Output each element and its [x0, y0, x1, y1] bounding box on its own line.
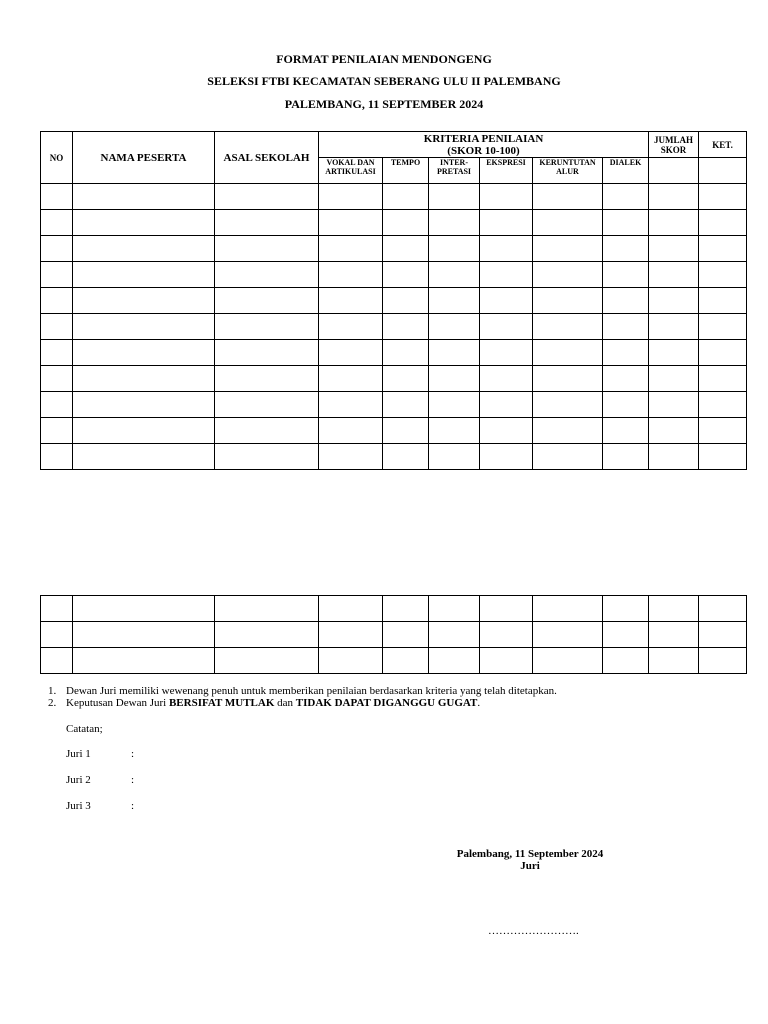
- table-cell[interactable]: [533, 418, 603, 444]
- note-item-1: [48, 685, 557, 697]
- table-cell[interactable]: [603, 288, 649, 314]
- table-cell[interactable]: [429, 596, 480, 622]
- table-cell[interactable]: [649, 288, 699, 314]
- table-cell[interactable]: [480, 314, 533, 340]
- table-row: [41, 210, 747, 236]
- table-cell[interactable]: [383, 262, 429, 288]
- table-cell[interactable]: [533, 444, 603, 470]
- table-cell[interactable]: [603, 648, 649, 674]
- table-cell[interactable]: [480, 184, 533, 210]
- table-cell[interactable]: [699, 236, 747, 262]
- table-row: [41, 366, 747, 392]
- table-cell[interactable]: [699, 444, 747, 470]
- table-row: [41, 622, 747, 648]
- table-cell[interactable]: [480, 262, 533, 288]
- table-cell[interactable]: [649, 366, 699, 392]
- table-cell[interactable]: [480, 210, 533, 236]
- header-kriteria: [319, 132, 649, 158]
- header-criteria-keruntutan: KERUNTUTAN ALUR: [533, 158, 603, 184]
- table-cell[interactable]: [429, 648, 480, 674]
- table-cell[interactable]: [699, 340, 747, 366]
- table-cell[interactable]: [649, 392, 699, 418]
- table-cell[interactable]: [699, 210, 747, 236]
- note-2-end: .: [477, 697, 481, 709]
- table-cell[interactable]: [533, 622, 603, 648]
- table-cell[interactable]: [383, 596, 429, 622]
- table-cell[interactable]: [533, 314, 603, 340]
- table-cell[interactable]: [429, 418, 480, 444]
- table-cell[interactable]: [480, 444, 533, 470]
- table-cell[interactable]: [649, 444, 699, 470]
- table-cell[interactable]: [319, 622, 383, 648]
- table-cell[interactable]: [649, 622, 699, 648]
- table-cell[interactable]: [73, 596, 215, 622]
- table-cell[interactable]: [319, 444, 383, 470]
- table-cell[interactable]: [383, 210, 429, 236]
- table-cell[interactable]: [480, 596, 533, 622]
- table-cell[interactable]: [215, 262, 319, 288]
- table-cell[interactable]: [73, 392, 215, 418]
- table-cell[interactable]: [603, 366, 649, 392]
- table-cell[interactable]: [383, 184, 429, 210]
- table-cell[interactable]: [699, 184, 747, 210]
- table-cell[interactable]: [41, 314, 73, 340]
- table-cell[interactable]: [480, 366, 533, 392]
- signature-block: [430, 848, 630, 872]
- table-cell[interactable]: [319, 418, 383, 444]
- table-cell[interactable]: [533, 340, 603, 366]
- header-criteria-ekspresi: EKSPRESI: [480, 158, 533, 184]
- table-cell[interactable]: [429, 262, 480, 288]
- table-cell[interactable]: [699, 622, 747, 648]
- title-line-2: SELEKSI FTBI KECAMATAN SEBERANG ULU II PALEMBANG: [207, 74, 561, 88]
- table-cell[interactable]: [533, 392, 603, 418]
- table-cell[interactable]: [429, 184, 480, 210]
- table-cell[interactable]: [215, 392, 319, 418]
- table-cell[interactable]: [533, 648, 603, 674]
- table-cell[interactable]: [429, 622, 480, 648]
- table-cell[interactable]: [383, 366, 429, 392]
- table-cell[interactable]: [73, 444, 215, 470]
- header-ket: KET.: [699, 132, 747, 158]
- note-text-2: [66, 697, 480, 709]
- table-cell[interactable]: [649, 648, 699, 674]
- table-cell[interactable]: [215, 314, 319, 340]
- table-cell[interactable]: [649, 210, 699, 236]
- note-2-bold-2: TIDAK DAPAT DIGANGGU GUGAT: [295, 697, 478, 709]
- table-cell[interactable]: [429, 314, 480, 340]
- juri-line-2: [66, 774, 135, 786]
- table-cell[interactable]: [41, 648, 73, 674]
- header-criteria-vokal: VOKAL DAN ARTIKULASI: [319, 158, 383, 184]
- note-number-1: 1.: [48, 685, 57, 697]
- table-cell[interactable]: [319, 392, 383, 418]
- header-asal-sekolah: ASAL SEKOLAH: [215, 132, 319, 184]
- table-cell[interactable]: [699, 288, 747, 314]
- table-cell[interactable]: [429, 288, 480, 314]
- table-row: [41, 596, 747, 622]
- table-cell[interactable]: [699, 648, 747, 674]
- table-cell[interactable]: [429, 444, 480, 470]
- table-cell[interactable]: [215, 288, 319, 314]
- table-cell[interactable]: [429, 366, 480, 392]
- table-cell[interactable]: [383, 314, 429, 340]
- scoring-table-main: [40, 131, 747, 470]
- table-cell[interactable]: [41, 262, 73, 288]
- table-cell[interactable]: [319, 340, 383, 366]
- table-cell[interactable]: [533, 210, 603, 236]
- table-cell[interactable]: [699, 392, 747, 418]
- signature-dots: …………………….: [488, 925, 579, 937]
- note-text-1: Dewan Juri memiliki wewenang penuh untuk memberikan penilaian berdasarkan kriteria yang telah ditetapkan.: [66, 685, 557, 697]
- table-cell[interactable]: [649, 418, 699, 444]
- table-cell[interactable]: [603, 418, 649, 444]
- note-number-2: 2.: [48, 697, 57, 709]
- table-cell[interactable]: [215, 596, 319, 622]
- header-jumlah-empty: [649, 158, 699, 184]
- table-cell[interactable]: [215, 366, 319, 392]
- table-cell[interactable]: [383, 340, 429, 366]
- table-row: [41, 418, 747, 444]
- table-cell[interactable]: [73, 418, 215, 444]
- table-cell[interactable]: [41, 418, 73, 444]
- table-row: [41, 444, 747, 470]
- table-cell[interactable]: [533, 262, 603, 288]
- table-row: [41, 340, 747, 366]
- table-cell[interactable]: [649, 184, 699, 210]
- header-nama-peserta: NAMA PESERTA: [73, 132, 215, 184]
- table-cell[interactable]: [73, 236, 215, 262]
- table-row: [41, 262, 747, 288]
- table-cell[interactable]: [383, 236, 429, 262]
- table-row: [41, 392, 747, 418]
- table-cell[interactable]: [383, 648, 429, 674]
- table-cell[interactable]: [603, 392, 649, 418]
- table-cell[interactable]: [699, 596, 747, 622]
- table-cell[interactable]: [73, 648, 215, 674]
- juri-colon-3: :: [131, 800, 135, 812]
- table-row: [41, 314, 747, 340]
- table-cell[interactable]: [41, 236, 73, 262]
- table-cell[interactable]: [383, 392, 429, 418]
- table-cell[interactable]: [319, 288, 383, 314]
- table-cell[interactable]: [649, 236, 699, 262]
- header-criteria-dialek: DIALEK: [603, 158, 649, 184]
- table-cell[interactable]: [649, 314, 699, 340]
- title-line-1: FORMAT PENILAIAN MENDONGENG: [276, 52, 492, 66]
- table-row: [41, 648, 747, 674]
- note-item-2: [48, 697, 557, 709]
- table-cell[interactable]: [603, 622, 649, 648]
- table-cell[interactable]: [603, 236, 649, 262]
- table-cell[interactable]: [429, 236, 480, 262]
- scoring-table-extra-body: [41, 596, 747, 674]
- table-cell[interactable]: [73, 262, 215, 288]
- catatan-label: Catatan;: [66, 723, 103, 735]
- header-jumlah-skor: JUMLAH SKOR: [649, 132, 699, 158]
- table-cell[interactable]: [480, 236, 533, 262]
- table-cell[interactable]: [215, 418, 319, 444]
- table-cell[interactable]: [319, 314, 383, 340]
- table-cell[interactable]: [480, 622, 533, 648]
- table-cell[interactable]: [319, 596, 383, 622]
- table-cell[interactable]: [429, 210, 480, 236]
- table-cell[interactable]: [533, 236, 603, 262]
- juri-line-3: [66, 800, 135, 812]
- table-cell[interactable]: [73, 340, 215, 366]
- note-2-bold-1: BERSIFAT MUTLAK: [168, 697, 275, 709]
- table-cell[interactable]: [73, 184, 215, 210]
- table-cell[interactable]: [480, 648, 533, 674]
- note-2-mid: dan: [274, 697, 296, 709]
- table-cell[interactable]: [215, 236, 319, 262]
- table-cell[interactable]: [533, 288, 603, 314]
- table-cell[interactable]: [215, 444, 319, 470]
- table-cell[interactable]: [429, 392, 480, 418]
- table-cell[interactable]: [603, 596, 649, 622]
- table-row: [41, 184, 747, 210]
- table-cell[interactable]: [319, 236, 383, 262]
- table-cell[interactable]: [480, 392, 533, 418]
- table-cell[interactable]: [533, 596, 603, 622]
- table-cell[interactable]: [215, 340, 319, 366]
- table-cell[interactable]: [319, 648, 383, 674]
- header-no: NO: [41, 132, 73, 184]
- table-cell[interactable]: [383, 418, 429, 444]
- table-cell[interactable]: [533, 184, 603, 210]
- title-line-3: PALEMBANG, 11 SEPTEMBER 2024: [284, 97, 484, 111]
- table-cell[interactable]: [319, 184, 383, 210]
- table-cell[interactable]: [480, 288, 533, 314]
- table-cell[interactable]: [603, 210, 649, 236]
- table-cell[interactable]: [603, 184, 649, 210]
- table-cell[interactable]: [383, 444, 429, 470]
- table-cell[interactable]: [73, 622, 215, 648]
- juri-colon-2: :: [131, 774, 135, 786]
- table-cell[interactable]: [41, 392, 73, 418]
- table-cell[interactable]: [699, 314, 747, 340]
- table-cell[interactable]: [215, 184, 319, 210]
- header-criteria-interpretasi: INTER-PRETASI: [429, 158, 480, 184]
- table-cell[interactable]: [699, 418, 747, 444]
- juri-line-1: [66, 748, 135, 760]
- table-cell[interactable]: [319, 262, 383, 288]
- table-cell[interactable]: [383, 622, 429, 648]
- table-cell[interactable]: [41, 622, 73, 648]
- table-cell[interactable]: [215, 210, 319, 236]
- notes-list: [48, 685, 557, 709]
- table-cell[interactable]: [73, 314, 215, 340]
- header-criteria-tempo: TEMPO: [383, 158, 429, 184]
- table-cell[interactable]: [699, 366, 747, 392]
- table-cell[interactable]: [480, 418, 533, 444]
- header-kriteria-title: KRITERIA PENILAIAN: [423, 132, 544, 145]
- header-ket-empty: [699, 158, 747, 184]
- table-cell[interactable]: [319, 210, 383, 236]
- table-cell[interactable]: [699, 262, 747, 288]
- table-cell[interactable]: [41, 184, 73, 210]
- table-cell[interactable]: [41, 288, 73, 314]
- table-cell[interactable]: [603, 340, 649, 366]
- signature-role: Juri: [520, 860, 540, 872]
- table-row: [41, 288, 747, 314]
- table-cell[interactable]: [383, 288, 429, 314]
- table-cell[interactable]: [215, 648, 319, 674]
- table-cell[interactable]: [41, 596, 73, 622]
- table-cell[interactable]: [480, 340, 533, 366]
- table-cell[interactable]: [603, 314, 649, 340]
- table-cell[interactable]: [649, 596, 699, 622]
- table-cell[interactable]: [603, 262, 649, 288]
- header-kriteria-range: (SKOR 10-100): [447, 144, 520, 157]
- table-cell[interactable]: [429, 340, 480, 366]
- table-cell[interactable]: [41, 444, 73, 470]
- juri-label-1: Juri 1: [66, 748, 91, 760]
- table-cell[interactable]: [533, 366, 603, 392]
- table-cell[interactable]: [649, 340, 699, 366]
- scoring-table-body: [41, 184, 747, 470]
- table-cell[interactable]: [73, 366, 215, 392]
- table-cell[interactable]: [73, 210, 215, 236]
- table-cell[interactable]: [319, 366, 383, 392]
- table-cell[interactable]: [41, 210, 73, 236]
- table-cell[interactable]: [215, 622, 319, 648]
- table-cell[interactable]: [603, 444, 649, 470]
- table-row: [41, 236, 747, 262]
- juri-colon-1: :: [131, 748, 135, 760]
- table-cell[interactable]: [73, 288, 215, 314]
- table-cell[interactable]: [41, 340, 73, 366]
- scoring-table-extra: [40, 595, 747, 674]
- table-cell[interactable]: [649, 262, 699, 288]
- note-2-pre: Keputusan Dewan Juri: [66, 697, 169, 709]
- table-cell[interactable]: [41, 366, 73, 392]
- signature-place-date: Palembang, 11 September 2024: [456, 848, 604, 860]
- juri-label-3: Juri 3: [66, 800, 91, 812]
- juri-label-2: Juri 2: [66, 774, 91, 786]
